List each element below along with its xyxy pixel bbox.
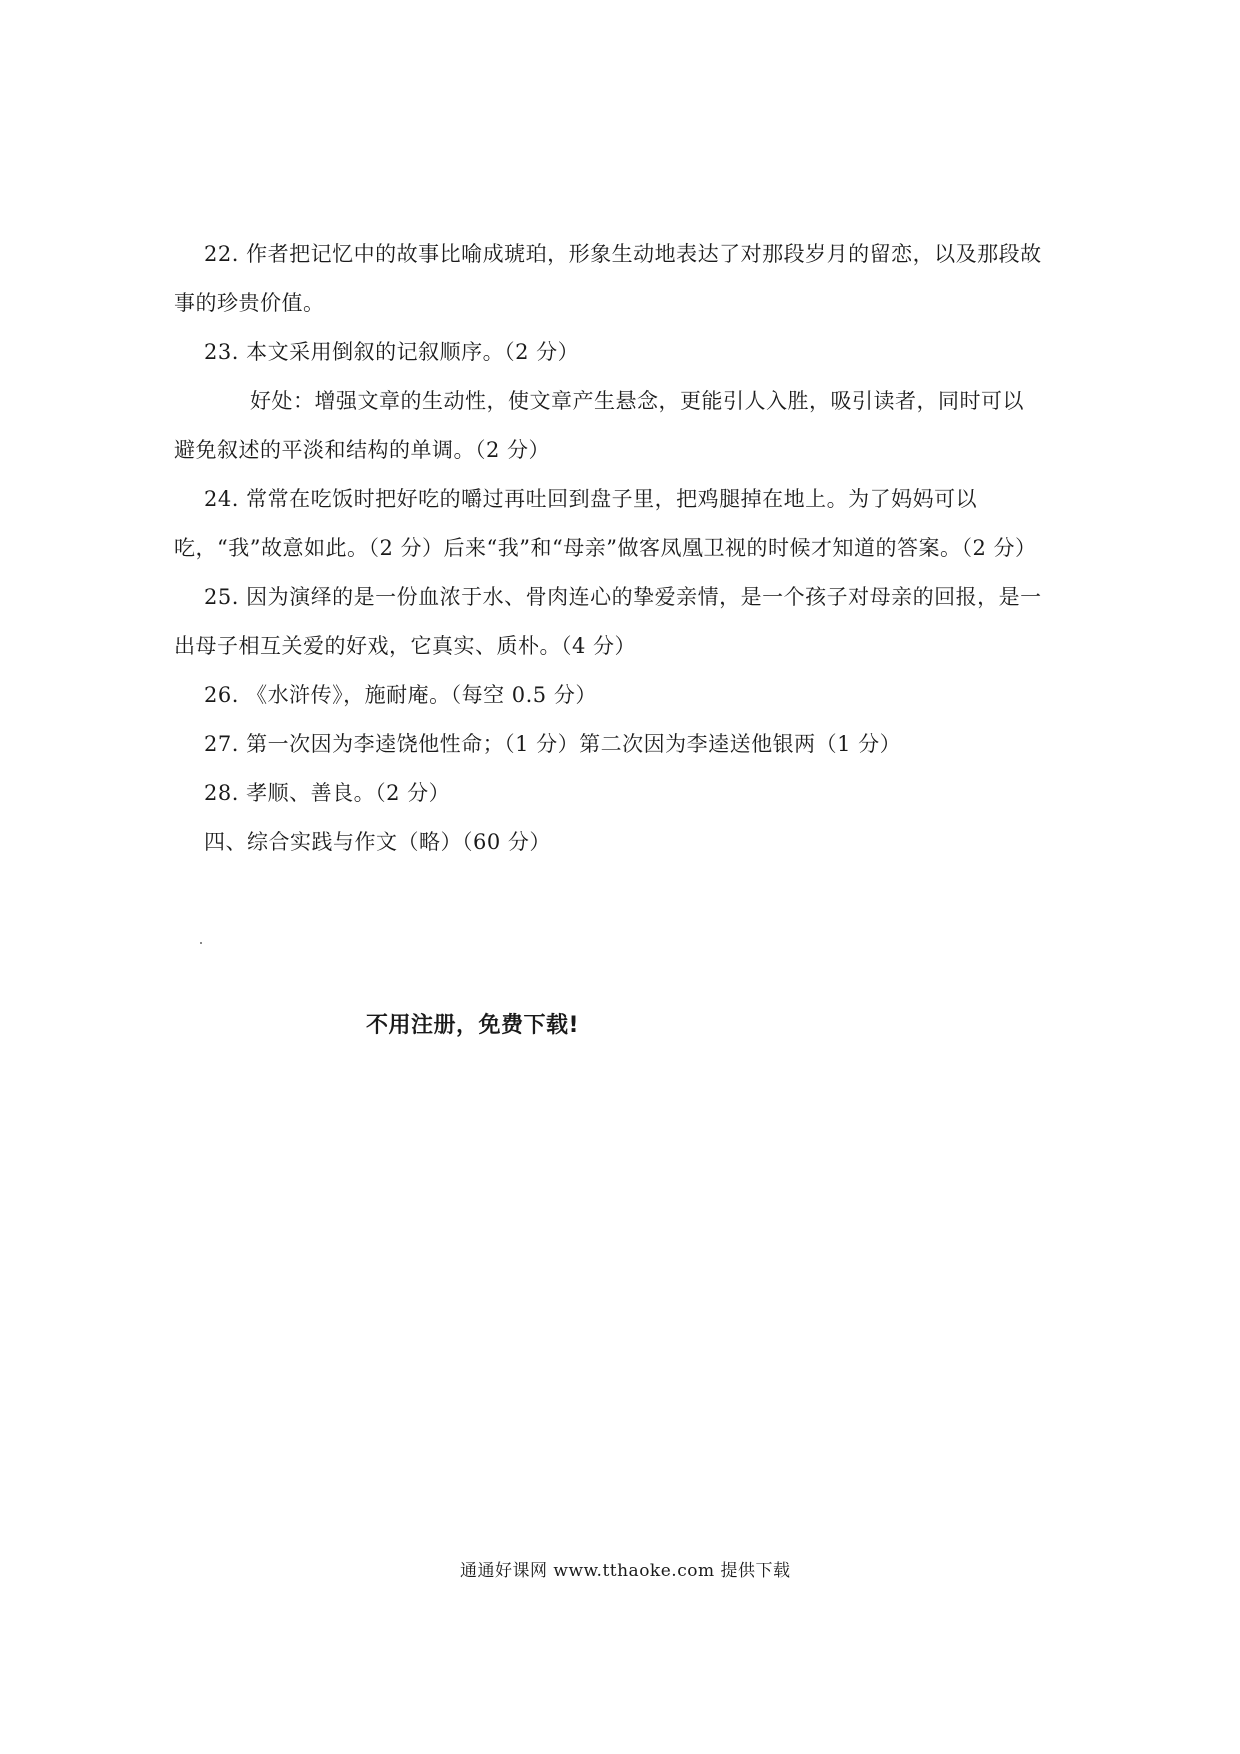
answer-22: 22. 作者把记忆中的故事比喻成琥珀，形象生动地表达了对那段岁月的留恋，以及那段故事的珍贵价值。 [174,242,1042,315]
answer-26: 26. 《水浒传》，施耐庵。（每空 0.5 分） [204,683,597,707]
answer-24: 24. 常常在吃饭时把好吃的嚼过再吐回到盘子里，把鸡腿掉在地上。为了妈妈可以吃，“我”故意如此。（2 分）后来“我”和“母亲”做客凤凰卫视的时候才知道的答案。（2 分） [174,487,1037,560]
footer-text: 通通好课网 www.tthaoke.com 提供下载 [460,1561,791,1581]
answer-25: 25. 因为演绎的是一份血浓于水、骨肉连心的挚爱亲情，是一个孩子对母亲的回报，是一出母子相互关爱的好戏，它真实、质朴。（4 分） [174,585,1042,658]
scan-speck [200,942,202,944]
section-4: 四、综合实践与作文（略）（60 分） [204,830,551,854]
promo-text: 不用注册，免费下载! [366,1013,580,1038]
answer-28: 28. 孝顺、善良。（2 分） [204,781,451,805]
answer-23: 23. 本文采用倒叙的记叙顺序。（2 分） [204,340,580,364]
answer-27: 27. 第一次因为李逵饶他性命；（1 分）第二次因为李逵送他银两（1 分） [204,732,902,756]
answer-23-benefit: 好处：增强文章的生动性，使文章产生悬念，更能引人入胜，吸引读者，同时可以避免叙述的平淡和结构的单调。（2 分） [174,389,1024,462]
answer-list [174,230,1044,867]
